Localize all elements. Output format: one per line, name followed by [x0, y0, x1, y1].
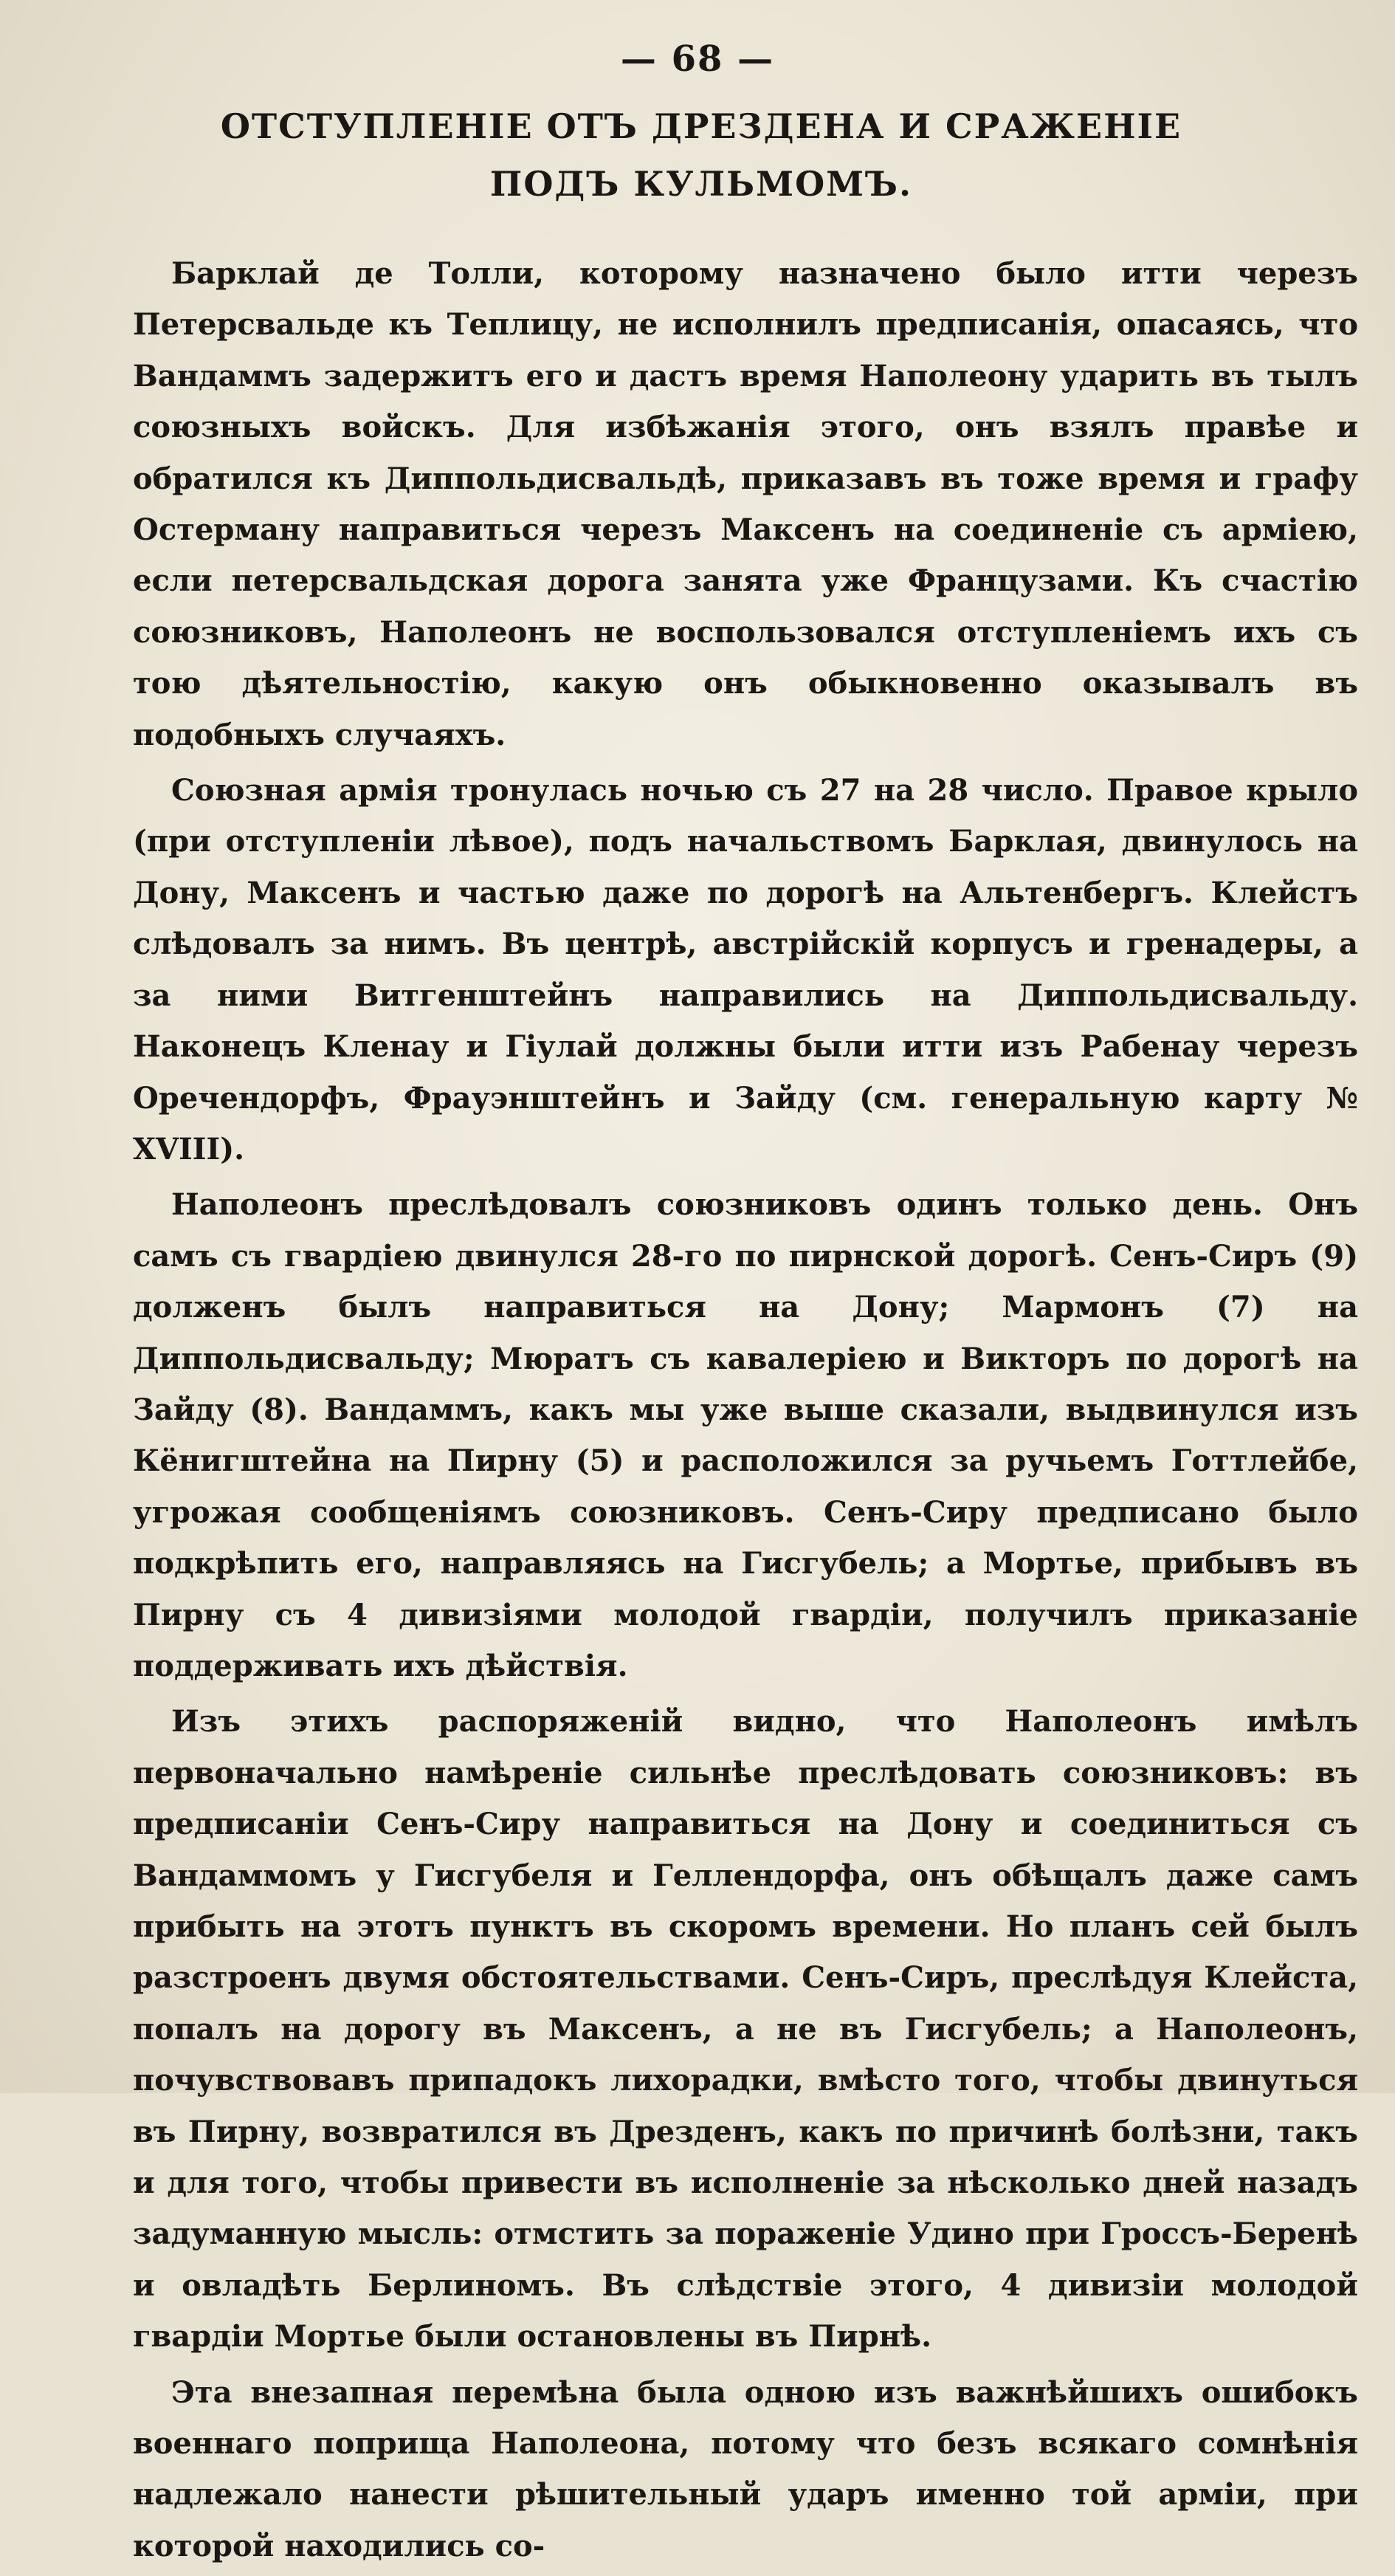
- chapter-title: ОТСТУПЛЕНІЕ ОТЪ ДРЕЗДЕНА И СРАЖЕНІЕ ПОДЪ КУЛЬМОМЪ.: [220, 106, 1182, 204]
- paragraph: Союзная армія тронулась ночью съ 27 на 28 число. Правое крыло (при отступленіи лѣвое), подъ начальствомъ Барклая, двинулось на Дону, Максенъ и частью даже по дорогѣ на Альтенбергъ. Клейстъ слѣдовалъ за нимъ. Въ центрѣ, австрійскій корпусъ и гренадеры, а за ними Витгенштейнъ направились на Диппольдисвальду. Наконецъ Кленау и Гіулай должны были итти изъ Рабенау черезъ Оречендорфъ, Фрауэнштейнъ и Зайду (см. генеральную карту № XVIII).: [133, 773, 1358, 1167]
- paragraph: Эта внезапная перемѣна была одною изъ важнѣйшихъ ошибокъ военнаго поприща Наполеона, потому что безъ всякаго сомнѣнія надлежало нанести рѣшительный ударъ именно той арміи, при которой находились со-: [133, 2374, 1358, 2563]
- paragraph: Наполеонъ преслѣдовалъ союзниковъ одинъ только день. Онъ самъ съ гвардіею двинулся 28-го по пирнской дорогѣ. Сенъ-Сиръ (9) долженъ былъ направиться на Дону; Мармонъ (7) на Диппольдисвальду; Мюратъ съ кавалеріею и Викторъ по дорогѣ на Зайду (8). Вандаммъ, какъ мы уже выше сказали, выдвинулся изъ Кёнигштейна на Пирну (5) и расположился за ручьемъ Готтлейбе, угрожая сообщеніямъ союзниковъ. Сенъ-Сиру предписано было подкрѣпить его, направляясь на Гисгубель; а Мортье, прибывъ въ Пирну съ 4 дивизіями молодой гвардіи, получилъ приказаніе поддерживать ихъ дѣйствія.: [133, 1187, 1358, 1683]
- paragraph: Изъ этихъ распоряженій видно, что Наполеонъ имѣлъ первоначально намѣреніе сильнѣе преслѣдовать союзниковъ: въ предписаніи Сенъ-Сиру направиться на Дону и соединиться съ Вандаммомъ у Гисгубеля и Геллендорфа, онъ обѣщалъ даже самъ прибыть на этотъ пунктъ въ скоромъ времени. Но планъ сей былъ разстроенъ двумя обстоятельствами. Сенъ-Сиръ, преслѣдуя Клейста, попалъ на дорогу въ Максенъ, а не въ Гисгубель; а Наполеонъ, почувствовавъ припадокъ лихорадки, вмѣсто того, чтобы двинуться въ Пирну, возвратился въ Дрезденъ, какъ по причинѣ болѣзни, такъ и для того, чтобы привести въ исполненіе за нѣсколько дней назадъ задуманную мысль: отмстить за пораженіе Удино при Гроссъ-Беренѣ и овладѣть Берлиномъ. Въ слѣдствіе этого, 4 дивизіи молодой гвардіи Мортье были остановлены въ Пирнѣ.: [133, 1704, 1358, 2355]
- body-text: [133, 248, 1358, 2576]
- page-number: — 68 —: [620, 38, 775, 80]
- paragraph: Барклай де Толли, которому назначено было итти черезъ Петерсвальде къ Теплицу, не исполнилъ предписанія, опасаясь, что Вандаммъ задержитъ его и дастъ время Наполеону ударить въ тылъ союзныхъ войскъ. Для избѣжанія этого, онъ взялъ правѣе и обратился къ Диппольдисвальдѣ, приказавъ въ тоже время и графу Остерману направиться черезъ Максенъ на соединеніе съ арміею, если петерсвальдская дорога занята уже Французами. Къ счастію союзниковъ, Наполеонъ не воспользовался отступленіемъ ихъ съ тою дѣятельностію, какую онъ обыкновенно оказывалъ въ подобныхъ случаяхъ.: [133, 256, 1358, 752]
